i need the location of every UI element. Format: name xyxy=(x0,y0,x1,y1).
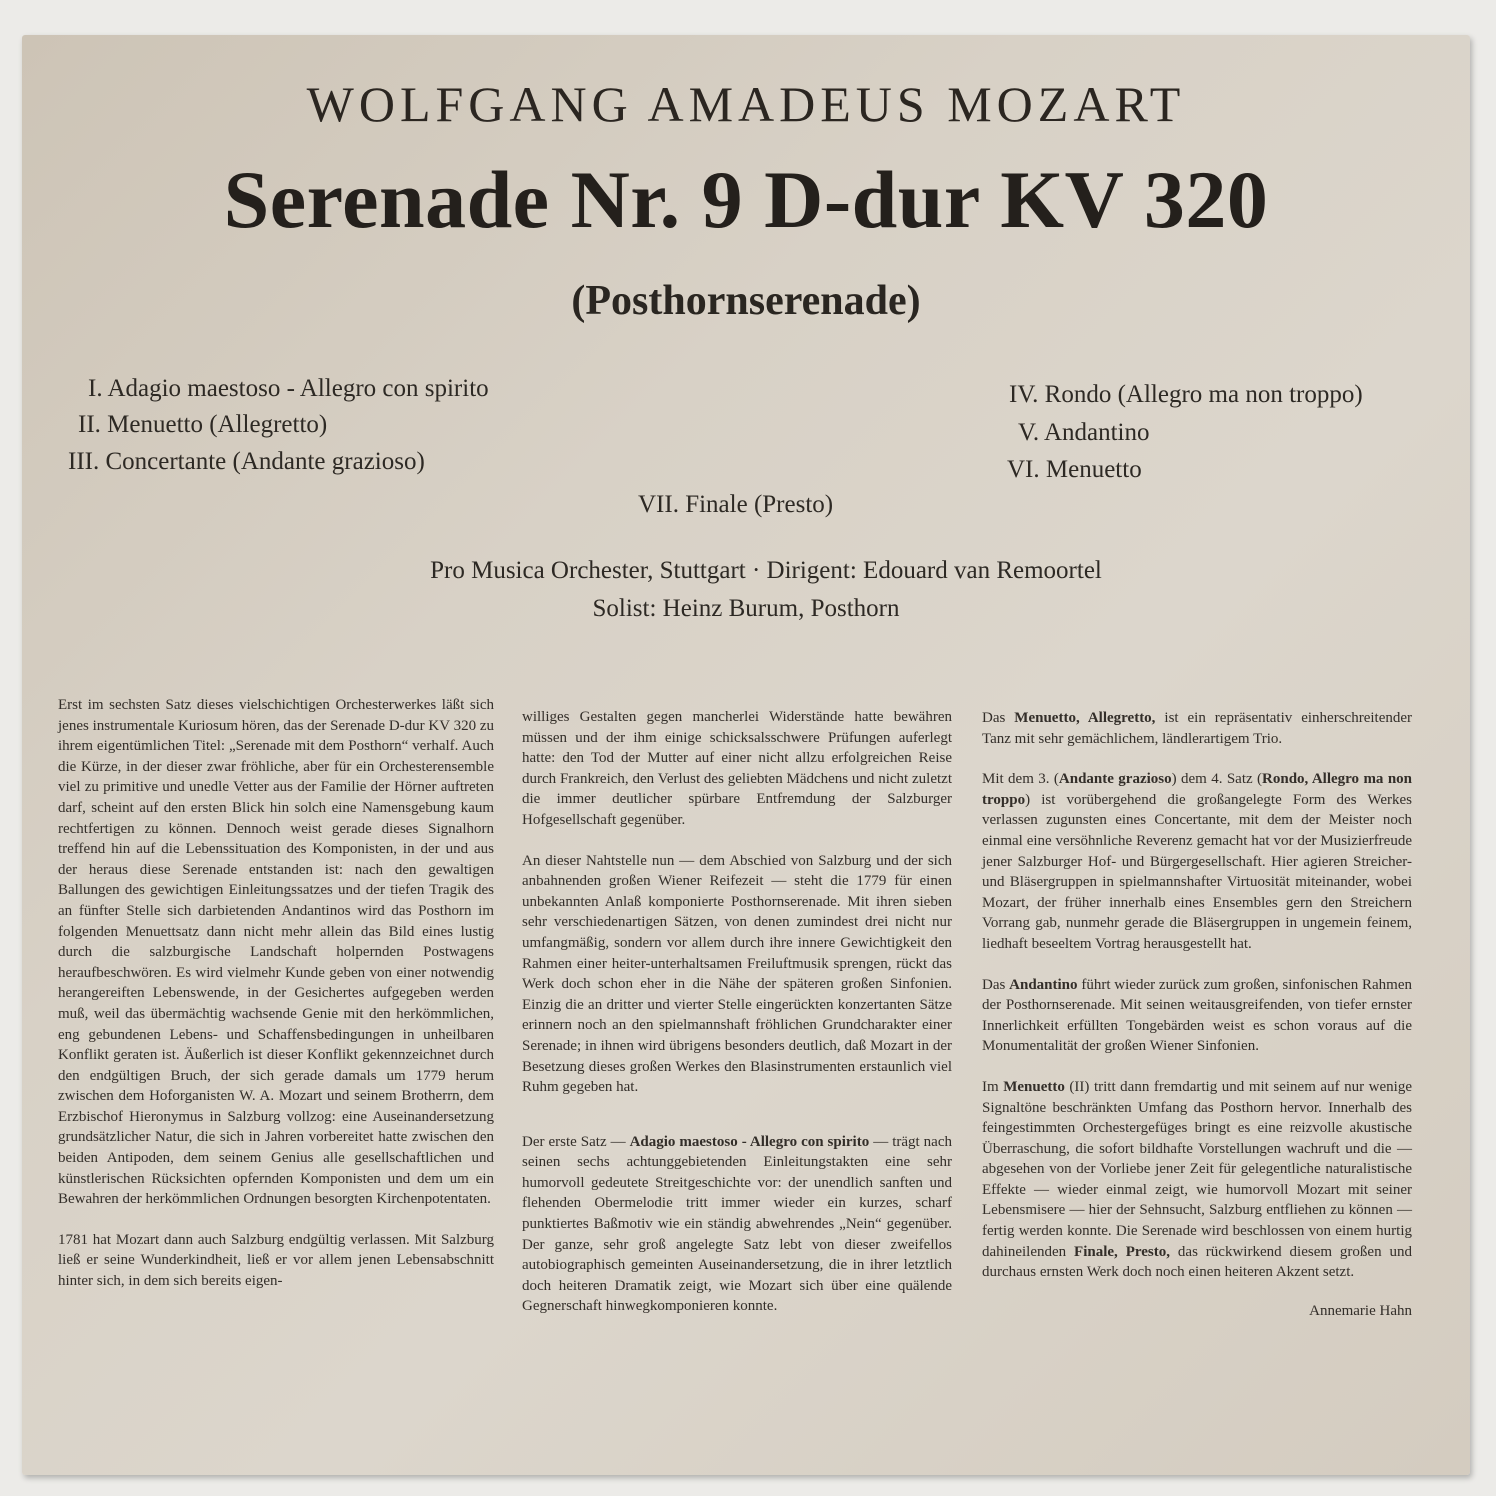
movement-6: VI. Menuetto xyxy=(1007,456,1142,483)
soloist-credit: Solist: Heinz Burum, Posthorn xyxy=(592,595,900,622)
work-subtitle: (Posthornserenade) xyxy=(571,278,921,324)
composer-name: WOLFGANG AMADEUS MOZART xyxy=(306,76,1186,132)
movement-5: V. Andantino xyxy=(1018,419,1150,446)
movement-2: II. Menuetto (Allegretto) xyxy=(78,411,328,438)
notes-paragraph: Der erste Satz — Adagio maestoso - Allegro con spirito — trägt nach seinen sechs achtunggebietenden Einleitungstakten eine sehr humorvoll gedeutete Streitgeschichte vor: der unendlich sanften und flehenden Obermelodie tritt immer wieder ein kurzes, scharf punktiertes Baßmotiv wie ein ständig abwehrendes „Nein“ gegenüber. Der ganze, sehr groß angelegte Satz lebt von dieser zweifellos autobiographisch gemeinten Auseinandersetzung, die in ihrer letztlich doch heiteren Dramatik zeigt, wie Mozart sich über eine quälende Gegnerschaft hinwegkomponieren konnte. xyxy=(522,1133,952,1315)
movement-1: I. Adagio maestoso - Allegro con spirito xyxy=(88,375,489,402)
movement-3: III. Concertante (Andante grazioso) xyxy=(68,448,425,475)
record-sleeve-back xyxy=(22,35,1470,1475)
notes-paragraph: Mit dem 3. (Andante grazioso) dem 4. Satz (Rondo, Allegro ma non troppo) ist vorübergehend die großangelegte Form des Werkes verlassen zugunsten eines Concertante, mit dem der Meister noch einmal eine versöhnliche Reverenz gemacht hat vor der Musizierfreude jener Salzburger Hof- und Bürgergesellschaft. Hier agieren Streicher- und Bläsergruppen in spielmannshafter Virtuosität miteinander, wobei Mozart, der früher innerhalb eines Ensembles gern den Streichern Vorrang gab, nunmehr gerade die Bläsergruppen in ungemein feinem, liedhaft beseeltem Vortrag herausgestellt hat. xyxy=(982,771,1413,952)
work-title: Serenade Nr. 9 D-dur KV 320 xyxy=(223,154,1269,245)
notes-paragraph: 1781 hat Mozart dann auch Salzburg endgültig verlassen. Mit Salzburg ließ er seine Wunderkindheit, ließ er vor allem jenen Lebensabschnitt hinter sich, in dem sich bereits eigen- xyxy=(58,1231,494,1290)
movement-4: IV. Rondo (Allegro ma non troppo) xyxy=(1009,381,1363,408)
liner-notes-column-3 xyxy=(982,708,1412,1321)
notes-author: Annemarie Hahn xyxy=(1309,1302,1412,1319)
orchestra-credit: Pro Musica Orchester, Stuttgart · Dirigent: Edouard van Remoortel xyxy=(430,557,1102,584)
liner-notes-column-2 xyxy=(522,707,952,1337)
liner-notes-column-1 xyxy=(58,695,494,1312)
notes-paragraph: Das Andantino führt wieder zurück zum großen, sinfonischen Rahmen der Posthornserenade. Mit seinen weitausgreifenden, von tiefer ernster Innerlichkeit erfüllten Tongebärden weist es schon voraus auf die Monumentalität der großen Wiener Sinfonien. xyxy=(982,976,1412,1055)
notes-paragraph: Das Menuetto, Allegretto, ist ein repräsentativ einherschreitender Tanz mit sehr gemächlichem, ländlerartigem Trio. xyxy=(982,710,1413,747)
notes-paragraph: Im Menuetto (II) tritt dann fremdartig und mit seinem auf nur wenige Signaltöne beschränkten Umfang das Posthorn hervor. Innerhalb des feingestimmten Orchestergefüges bringt es eine reizvolle akustische Überraschung, die sofort bildhafte Vorstellungen wachruft und die — abgesehen von der Vorliebe jener Zeit für gelegentliche naturalistische Effekte — wieder einmal zeigt, wie humorvoll Mozart mit seiner Lebensmisere — hier der Sehnsucht, Salzburg entfliehen zu können — fertig werden konnte. Die Serenade wird beschlossen von einem hurtig dahineilenden Finale, Presto, das rückwirkend diesem großen und durchaus ernsten Werk doch noch einen heiteren Akzent setzt. xyxy=(982,1078,1412,1281)
notes-paragraph: An dieser Nahtstelle nun — dem Abschied von Salzburg und der sich anbahnenden großen Wiener Reifezeit — steht die 1779 für einen unbekannten Anlaß komponierte Posthornserenade. Mit ihren sieben sehr verschiedenartigen Sätzen, von denen zumindest drei nicht nur umfangmäßig, sondern vor allem durch ihre innere Gewichtigkeit den Rahmen einer heiter-unterhaltsamen Freiluftmusik sprengen, rückt das Werk doch schon eher in die Nähe der späteren großen Sinfonien. Einzig die an dritter und vierter Stelle eingerückten konzertanten Sätze erinnern noch an den spielmannshaft fröhlichen Grundcharakter einer Serenade; in ihnen wird übrigens besonders deutlich, daß Mozart in der Besetzung dieses großen Werkes den Blasinstrumenten erstaunlich viel Ruhm gegeben hat. xyxy=(522,852,952,1096)
notes-paragraph: williges Gestalten gegen mancherlei Widerstände hatte bewähren müssen und der ihm einige schicksalsschwere Prüfungen auferlegt hatte: den Tod der Mutter auf einer nicht allzu erfolgreichen Reise durch Frankreich, den Verlust des geliebten Mädchens und nicht zuletzt die immer deutlicher spürbare Entfremdung der Salzburger Hofgesellschaft gegenüber. xyxy=(522,709,952,828)
notes-paragraph: Erst im sechsten Satz dieses vielschichtigen Orchesterwerkes läßt sich jenes instrumentale Kuriosum hören, das der Serenade D-dur KV 320 zu ihrem eigentümlichen Titel: „Serenade mit dem Posthorn“ verhalf. Auch die Kürze, in der dieser zwar fröhliche, aber für ein Orchesterensemble viel zu primitive und unedle Vetter aus der Familie der Hörner auftreten darf, scheint auf den ersten Blick hin solch eine Namensgebung kaum rechtfertigen zu können. Dennoch weist gerade dieses Signalhorn treffend hin auf die Lebenssituation des Komponisten, in der und aus der heraus diese Serenade entstanden ist: nach den gewaltigen Ballungen des gewichtigen Einleitungssatzes und der tiefen Tragik des an fünfter Stelle sich darbietenden Andantinos wird das Posthorn im folgenden Menuettsatz dann nicht mehr allein das Bild eines lustig durch die salzburgische Landschaft holpernden Postwagens heraufbeschwören. Es wird vielmehr Kunde geben von einer notwendig herangereiften Lebenswende, in der Gesichertes aufgegeben werden muß, weil das übermächtig wachsende Genie mit den herkömmlichen, eng gebundenen Lebens- und Schaffensbedingungen in unheilbaren Konflikt geraten ist. Äußerlich ist dieser Konflikt gekennzeichnet durch den endgültigen Bruch, der sich gerade damals um 1779 herum zwischen dem Hoforganisten W. A. Mozart und seinem Brotherrn, dem Erzbischof Hieronymus in Salzburg vollzog: eine Auseinandersetzung grundsätzlicher Natur, die sich in Jahren vorbereitet hatte zwischen den beiden Antipoden, dem seinem Genius alle gesellschaftlichen und künstlerischen Rücksichten opfernden Komponisten und dem um ein Bewahren der herkömmlichen Ordnungen besorgten Kirchenpotentaten. xyxy=(58,697,494,1208)
movement-7: VII. Finale (Presto) xyxy=(638,491,834,518)
